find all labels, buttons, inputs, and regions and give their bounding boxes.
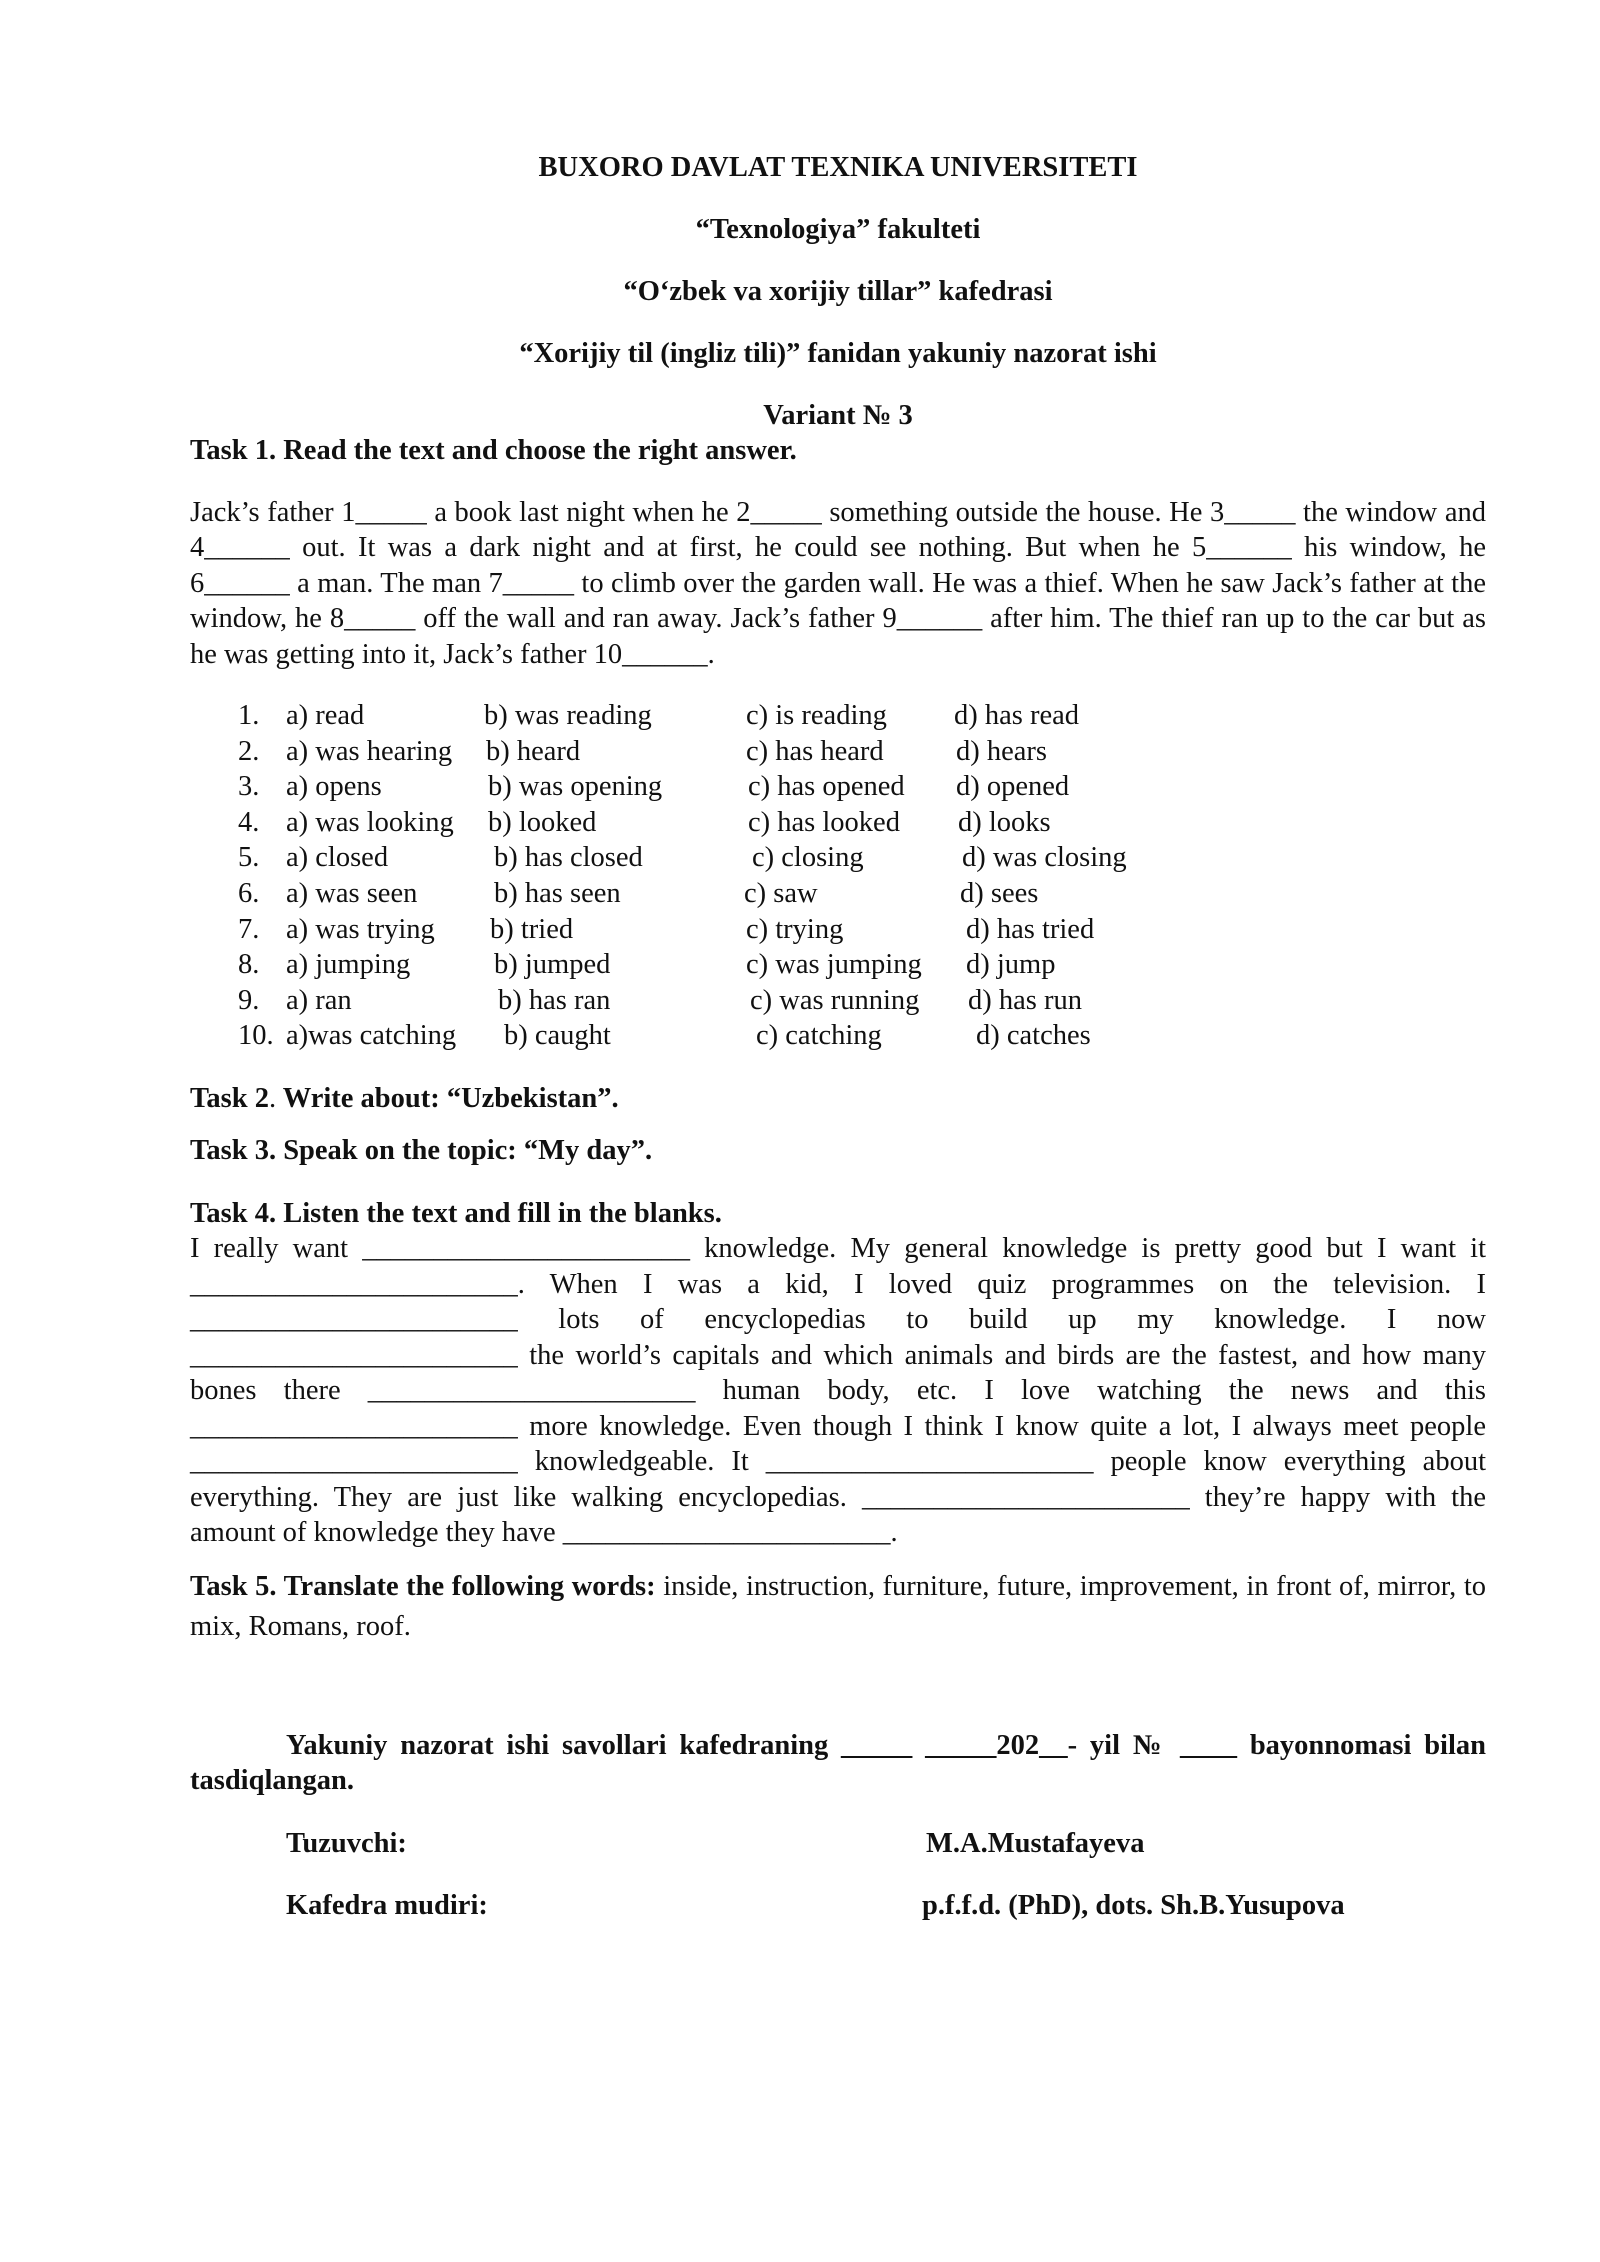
option-number: 6. [238, 877, 260, 909]
compiler-name: M.A.Mustafayeva [926, 1827, 1145, 1859]
option-a: a) was looking [286, 806, 454, 838]
option-a: a) read [286, 700, 365, 731]
head-signature-row [190, 1888, 1486, 1924]
task2-label: Task 2 [190, 1082, 269, 1114]
option-number: 10. [238, 1020, 274, 1052]
option-d: d) has run [968, 984, 1082, 1016]
option-number: 8. [238, 949, 260, 981]
option-row [190, 983, 1486, 1019]
option-number: 4. [238, 806, 260, 838]
option-b: b) jumped [494, 949, 611, 981]
option-c: c) trying [746, 913, 844, 945]
option-b: b) has seen [494, 877, 621, 909]
variant-title: Variant № 3 [763, 400, 913, 431]
option-number: 9. [238, 984, 260, 1016]
option-c: c) is reading [746, 700, 887, 731]
task2-title [190, 1081, 1486, 1117]
option-row [190, 769, 1486, 805]
option-b: b) was opening [488, 771, 663, 803]
head-label: Kafedra mudiri: [286, 1889, 488, 1921]
option-row [190, 734, 1486, 770]
option-b: b) was reading [484, 700, 652, 731]
option-c: c) was running [750, 984, 920, 1016]
task3-title: Task 3. Speak on the topic: “My day”. [190, 1135, 653, 1167]
option-number: 3. [238, 771, 260, 803]
option-b: b) has closed [494, 842, 643, 874]
exam-subject-title: “Xorijiy til (ingliz tili)” fanidan yakuniy nazorat ishi [519, 338, 1157, 369]
option-d: d) sees [960, 877, 1039, 909]
option-a: a) ran [286, 984, 352, 1016]
approval-note: Yakuniy nazorat ishi savollari kafedraning _____ _____202__- yil № ____ bayonnomasi bilan tasdiqlangan. [190, 1729, 1486, 1797]
option-b: b) tried [490, 913, 574, 945]
option-a: a) opens [286, 771, 382, 803]
compiler-label: Tuzuvchi: [286, 1827, 407, 1859]
option-a: a) was hearing [286, 735, 453, 767]
option-c: c) was jumping [746, 949, 922, 981]
option-a: a) closed [286, 842, 389, 874]
task5-words: inside, instruction, furniture, future, improvement, in front of, mirror, to mix, Romans, roof. [190, 1570, 1486, 1642]
option-row [190, 947, 1486, 983]
option-row [190, 876, 1486, 912]
option-d: d) has read [954, 700, 1080, 731]
option-d: d) looks [958, 806, 1051, 838]
option-c: c) has heard [746, 735, 884, 767]
option-c: c) has opened [748, 771, 905, 803]
option-d: d) was closing [962, 842, 1127, 874]
option-number: 1. [238, 700, 260, 731]
option-b: b) has ran [498, 984, 611, 1016]
head-name: p.f.f.d. (PhD), dots. Sh.B.Yusupova [922, 1889, 1345, 1921]
option-d: d) has tried [966, 913, 1095, 945]
task5-paragraph [190, 1567, 1486, 1647]
option-d: d) jump [966, 949, 1056, 981]
task2-dot: . [268, 1082, 277, 1114]
department-title: “O‘zbek va xorijiy tillar” kafedrasi [623, 276, 1053, 307]
option-row [190, 698, 1486, 734]
option-d: d) hears [956, 735, 1047, 767]
task4-title: Task 4. Listen the text and fill in the blanks. [190, 1197, 722, 1229]
task1-title: Task 1. Read the text and choose the right answer. [190, 435, 797, 466]
option-number: 5. [238, 842, 260, 874]
option-b: b) caught [504, 1020, 611, 1052]
option-d: d) catches [976, 1020, 1091, 1052]
option-row [190, 1018, 1486, 1054]
option-number: 2. [238, 735, 260, 767]
faculty-title: “Texnologiya” fakulteti [695, 214, 981, 245]
option-c: c) closing [752, 842, 864, 874]
university-title: BUXORO DAVLAT TEXNIKA UNIVERSITETI [538, 152, 1138, 183]
task5-title: Task 5. Translate the following words: [190, 1570, 656, 1602]
option-b: b) looked [488, 806, 597, 838]
option-c: c) saw [744, 877, 818, 909]
option-a: a) jumping [286, 949, 411, 981]
option-c: c) has looked [748, 806, 900, 838]
task1-text: Jack’s father 1_____ a book last night when he 2_____ something outside the house. He 3_____ the window and 4______ out. It was a dark night and at first, he could see nothing. But when he 5______ his window, he 6______ a man. The man 7_____ to climb over the garden wall. He was a thief. When he saw Jack’s father at the window, he 8_____ off the wall and ran away. Jack’s father 9______ after him. The thief ran up to the car but as he was getting into it, Jack’s father 10______. [190, 496, 1486, 670]
option-row [190, 805, 1486, 841]
option-a: a)was catching [286, 1020, 457, 1052]
option-d: d) opened [956, 771, 1070, 803]
option-row [190, 840, 1486, 876]
option-a: a) was seen [286, 877, 418, 909]
compiler-signature-row [190, 1826, 1486, 1862]
option-a: a) was trying [286, 913, 435, 945]
option-row [190, 912, 1486, 948]
task1-options-list [190, 698, 1486, 1054]
task4-text: I really want _______________________ knowledge. My general knowledge is pretty good but I want it _______________________. When I was a kid, I loved quiz programmes on the television. I _______________________ lots of encyclopedias to build up my knowledge. I now _______________________ the world’s capitals and which animals and birds are the fastest, and how many bones there _______________________ human body, etc. I love watching the news and this _______________________ more knowledge. Even though I think I know quite a lot, I always meet people _______________________ knowledgeable. It _______________________ people know everything about everything. They are just like walking encyclopedias. _______________________ they’re happy with the amount of knowledge they have _______________________. [190, 1233, 1486, 1549]
option-c: c) catching [756, 1020, 882, 1052]
task2-rest: Write about: “Uzbekistan”. [276, 1082, 619, 1114]
option-number: 7. [238, 913, 260, 945]
option-b: b) heard [486, 735, 581, 767]
